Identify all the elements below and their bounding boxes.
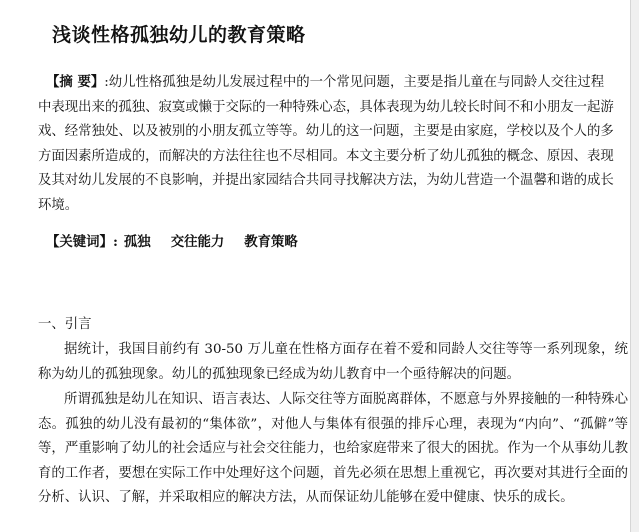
keywords-label: 【关键词】:	[46, 234, 118, 250]
vertical-scrollbar[interactable]	[630, 0, 639, 532]
document-title: 浅谈性格孤独幼儿的教育策略	[52, 24, 306, 46]
abstract-paragraph	[38, 70, 616, 219]
abstract-label: 【摘 要】	[46, 74, 105, 90]
keyword-item: 交往能力	[170, 234, 225, 250]
body-paragraph: 据统计，我国目前约有 30-50 万儿童在性格方面存在着不爱和同龄人交往等等一系列现象，统称为幼儿的孤独现象。幼儿的孤独现象已经成为幼儿教育中一个亟待解决的问题。	[38, 342, 628, 382]
section-heading: 一、引言	[38, 317, 92, 332]
keyword-item: 孤独	[123, 234, 151, 250]
keywords-line	[46, 231, 312, 250]
keyword-item: 教育策略	[244, 234, 298, 250]
body-paragraph: 所谓孤独是幼儿在知识、语言表达、人际交往等方面脱离群体，不愿意与外界接触的一种特殊心态。孤独的幼儿没有最初的“集体欲”，对他人与集体有很强的排斥心理，表现为“内向”、“孤僻”等等，严重影响了幼儿的社会适应与社会交往能力，也给家庭带来了很大的困扰。作为一个从事幼儿教育的工作者，要想在实际工作中处理好这个问题，首先必须在思想上重视它，再次要对其进行全面的分析、认识、了解，并采取相应的解决方法，从而保证幼儿能够在爱中健康、快乐的成长。	[38, 392, 628, 506]
abstract-text: :幼儿性格孤独是幼儿发展过程中的一个常见问题，主要是指儿童在与同龄人交往过程中表现出来的孤独、寂寞或懒于交际的一种特殊心态，具体表现为幼儿较长时间不和小朋友一起游戏、经常独处、以及被别的小朋友孤立等等。幼儿的这一问题，主要是由家庭，学校以及个人的多方面因素所造成的，而解决的方法往往也不尽相同。本文主要分析了幼儿孤独的概念、原因、表现及其对幼儿发展的不良影响，并提出家园结合共同寻找解决方法，为幼儿营造一个温馨和谐的成长环境。	[38, 75, 614, 213]
